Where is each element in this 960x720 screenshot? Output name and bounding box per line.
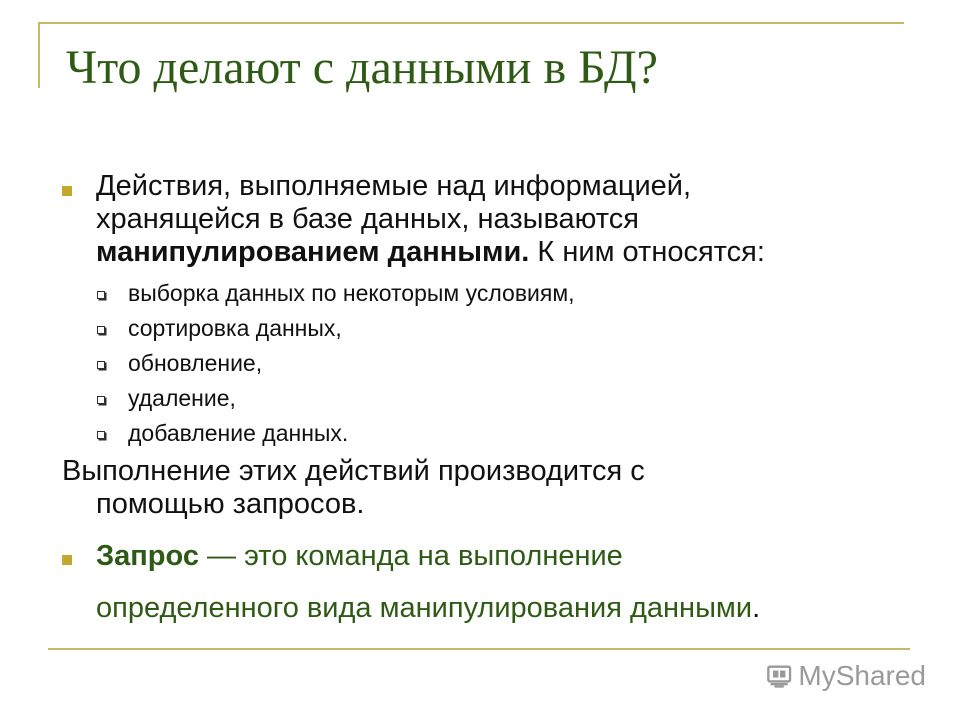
bullet-marker	[62, 186, 72, 196]
sub-bullet-marker	[97, 396, 105, 404]
sub-item: удаление,	[128, 385, 236, 411]
sub-item: выборка данных по некоторым условиям,	[128, 280, 575, 306]
myshared-logo-text: MyShared	[798, 660, 926, 691]
bullet1-line1: Действия, выполняемые над информацией,	[96, 170, 692, 202]
bullet1-line2: хранящейся в базе данных, называются	[96, 203, 639, 235]
sub-bullet-marker	[97, 326, 105, 334]
term-query: Запрос	[96, 540, 199, 572]
sub-item: сортировка данных,	[128, 315, 342, 341]
sub-bullet-marker	[97, 361, 105, 369]
para2-line2: помощью запросов.	[96, 488, 365, 520]
myshared-logo-icon	[766, 659, 792, 693]
bullet2-line2-text: определенного вида манипулирования данными	[96, 592, 753, 624]
bullet2-line1-rest: — это команда на выполнение	[199, 540, 623, 572]
bullet1-line3	[96, 236, 765, 269]
bullet2-period: .	[752, 592, 761, 624]
sub-bullet-marker	[97, 291, 105, 299]
bottom-divider	[48, 648, 910, 650]
sub-bullet-marker	[97, 431, 105, 439]
top-divider	[38, 22, 904, 24]
myshared-watermark	[766, 656, 926, 696]
bullet2-line1	[96, 540, 623, 573]
term-data-manipulation: манипулированием данными.	[96, 236, 530, 268]
sub-item: добавление данных.	[128, 420, 349, 446]
slide-title: Что делают с данными в БД?	[66, 41, 658, 94]
sub-item: обновление,	[128, 350, 263, 376]
bullet-marker	[62, 555, 72, 565]
left-divider	[38, 22, 40, 88]
bullet1-line3-rest: К ним относятся:	[529, 236, 765, 268]
bullet2-line2	[96, 592, 760, 625]
para2-line1: Выполнение этих действий производится с	[62, 455, 645, 487]
